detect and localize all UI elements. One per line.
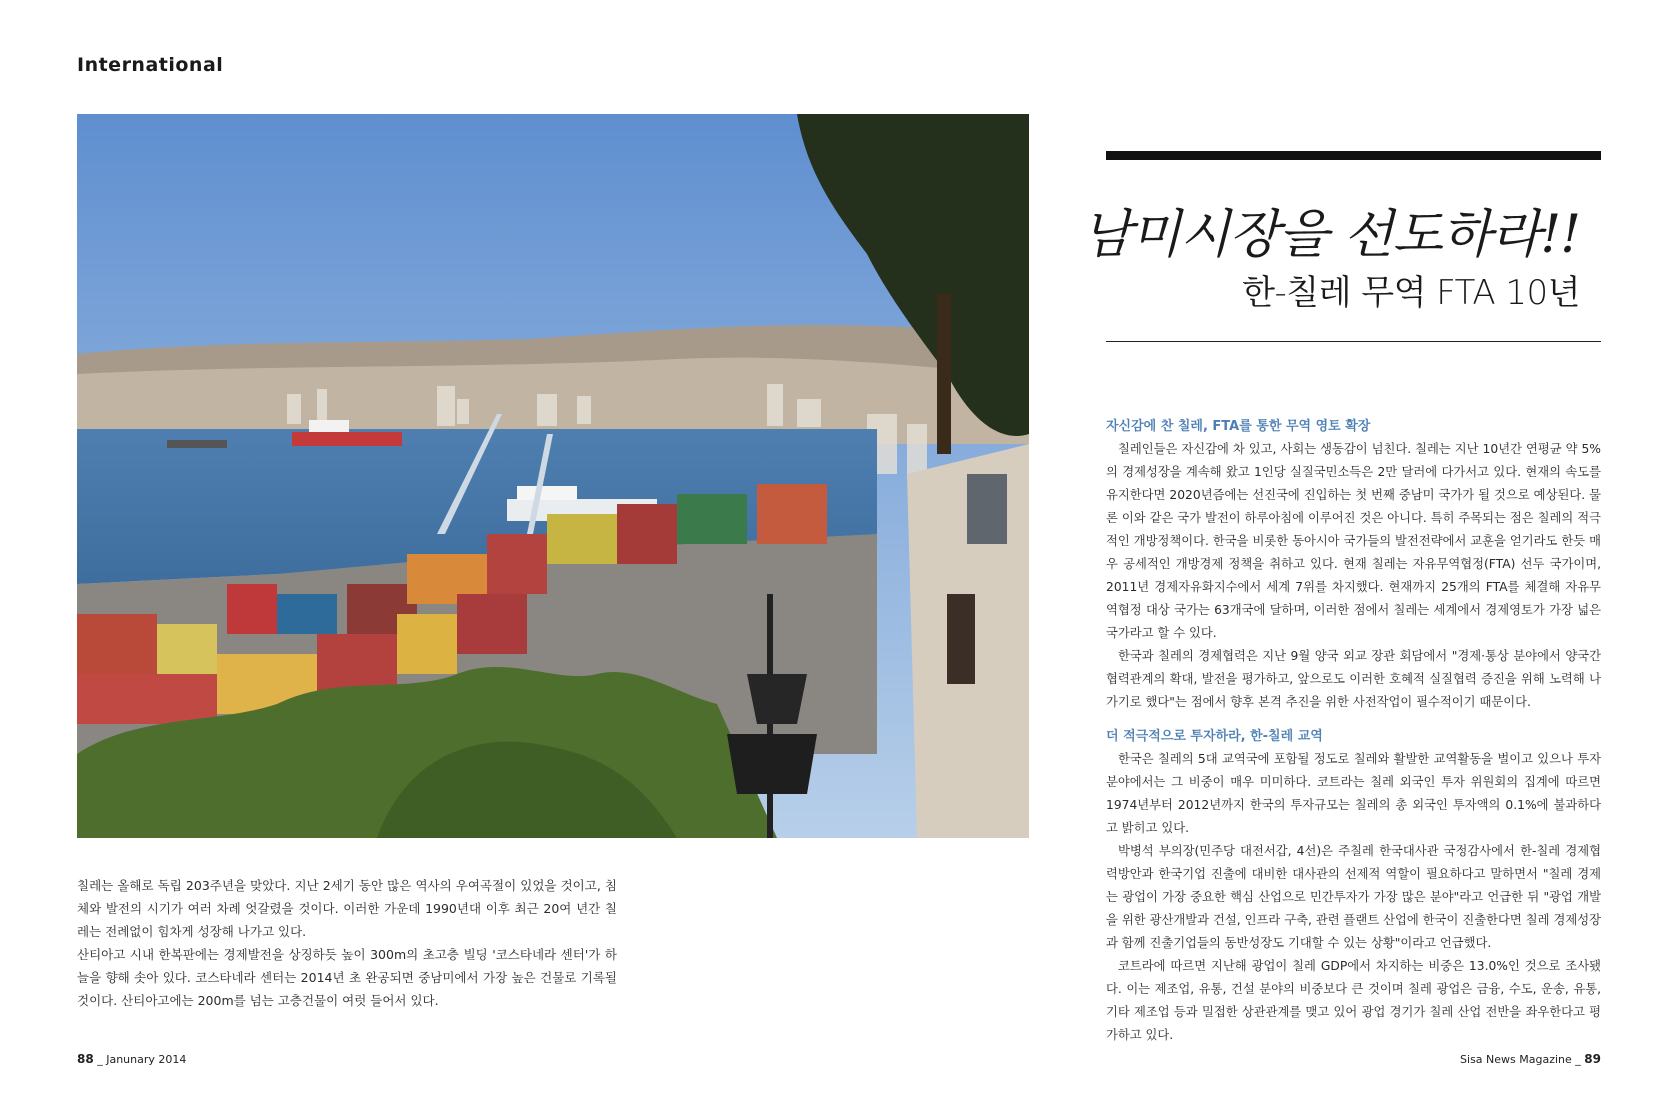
footer-right [1460, 1052, 1601, 1066]
right-page-number: 89 [1584, 1052, 1601, 1066]
section2-paragraph-2: 박병석 부의장(민주당 대전서갑, 4선)은 주칠레 한국대사관 국정감사에서 한-칠레 경제협력방안과 한국기업 진출에 대비한 대사관의 선제적 역할이 필요하다고 말하면서 "칠레 경제는 광업이 가장 중요한 핵심 산업으로 민간투자가 가장 많은 분야"라고 언급한 뒤 "광업 개발을 위한 광산개발과 건설, 인프라 구축, 관련 플랜트 산업에 한국이 진출한다면 칠레 경제성장과 함께 진출기업들의 동반성장도 기대할 수 있는 상황"이라고 언급했다. [1106, 844, 1601, 950]
harbor-photo [77, 114, 1029, 838]
left-page-number: 88 [77, 1052, 94, 1066]
section1-paragraph-2: 한국과 칠레의 경제협력은 지난 9월 양국 외교 장관 회담에서 "경제·통상 분야에서 양국간 협력관계의 확대, 발전을 평가하고, 앞으로도 이러한 호혜적 실질협력 증진을 위해 노력해 나가기로 했다"는 점에서 향후 본격 추진을 위한 사전작업이 필수적이기 때문이다. [1106, 649, 1601, 709]
magazine-name: Sisa News Magazine [1460, 1053, 1572, 1066]
section-label: International [77, 54, 224, 76]
photo-illustration [77, 114, 1029, 838]
title-rule-bottom [1106, 341, 1601, 342]
section2-heading: 더 적극적으로 투자하라, 한-칠레 교역 [1106, 729, 1323, 744]
caption-paragraph-1: 칠레는 올해로 독립 203주년을 맞았다. 지난 2세기 동안 많은 역사의 우여곡절이 있었을 것이고, 침체와 발전의 시기가 여러 차례 엇갈렸을 것이다. 이러한 가운데 1990년대 이후 최근 20여 년간 칠레는 전례없이 힘차게 성장해 나가고 있다. [77, 878, 617, 939]
footer-separator-right: _ [1575, 1053, 1585, 1066]
footer-left [77, 1052, 186, 1066]
caption-paragraph-2: 산티아고 시내 한복판에는 경제발전을 상징하듯 높이 300m의 초고층 빌딩 '코스타네라 센터'가 하늘을 향해 솟아 있다. 코스타네라 센터는 2014년 초 완공되면 중남미에서 가장 높은 건물로 기록될 것이다. 산티아고에는 200m를 넘는 고층건물이 여럿 들어서 있다. [77, 947, 617, 1008]
photo-caption [77, 874, 617, 1012]
title-rule-top [1106, 151, 1601, 160]
footer-separator-left: _ [97, 1053, 107, 1066]
left-issue-date: Janunary 2014 [106, 1053, 187, 1066]
section1-heading: 자신감에 찬 칠레, FTA를 통한 무역 영토 확장 [1106, 419, 1371, 434]
main-title: 남미시장을 선도하라!! [1081, 205, 1580, 265]
section2-paragraph-3: 코트라에 따르면 지난해 광업이 칠레 GDP에서 차지하는 비중은 13.0%인 것으로 조사됐다. 이는 제조업, 유통, 건설 분야의 비중보다 큰 것이며 칠레 광업은 금융, 수도, 운송, 유통, 기타 제조업 등과 밀접한 상관관계를 맺고 있어 광업 경기가 칠레 산업 전반을 좌우한다고 평가하고 있다. [1106, 959, 1601, 1042]
article-body [1106, 415, 1601, 1047]
sub-title: 한-칠레 무역 FTA 10년 [1242, 273, 1580, 313]
section1-paragraph-1: 칠레인들은 자신감에 차 있고, 사회는 생동감이 넘친다. 칠레는 지난 10년간 연평균 약 5%의 경제성장을 계속해 왔고 1인당 실질국민소득은 2만 달러에 다가서고 있다. 현재의 속도를 유지한다면 2020년즘에는 선진국에 진입하는 첫 번째 중남미 국가가 될 것으로 예상된다. 물론 이와 같은 국가 발전이 하루아침에 이루어진 것은 아니다. 특히 주목되는 점은 칠레의 적극적인 개방정책이다. 한국을 비롯한 동아시아 국가들의 발전전략에서 교훈을 얻기라도 한듯 매우 공세적인 개방경제 정책을 취하고 있다. 현재 칠레는 자유무역협정(FTA) 선두 국가이며, 2011년 경제자유화지수에서 세계 7위를 차지했다. 현재까지 25개의 FTA를 체결해 자유무역협정 대상 국가는 63개국에 달하며, 이러한 점에서 칠레는 세계에서 경제영토가 가장 넓은 국가라고 할 수 있다. [1106, 442, 1601, 640]
section2-paragraph-1: 한국은 칠레의 5대 교역국에 포함될 정도로 칠레와 활발한 교역활동을 벌이고 있으나 투자분야에서는 그 비중이 매우 미미하다. 코트라는 칠레 외국인 투자 위원회의 집계에 따르면 1974년부터 2012년까지 한국의 투자규모는 칠레의 총 외국인 투자액의 0.1%에 불과하다고 밝히고 있다. [1106, 752, 1601, 835]
